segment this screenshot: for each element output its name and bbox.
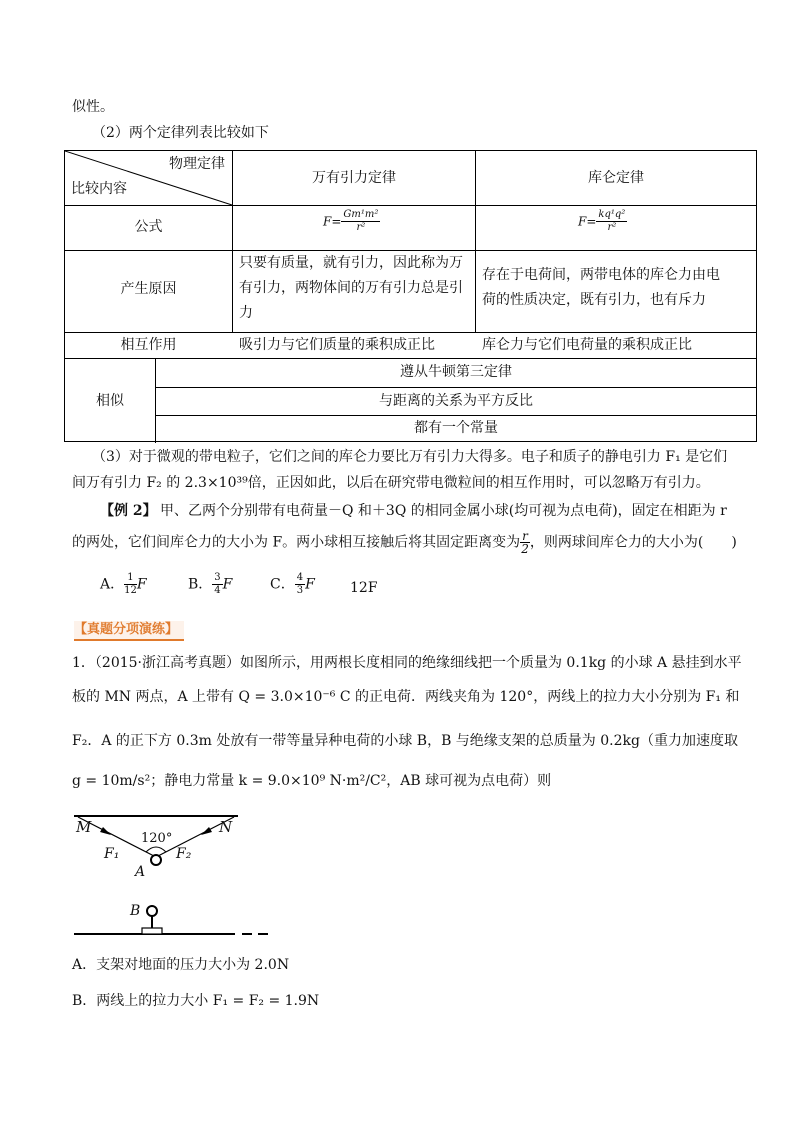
similar-item: 遵从牛顿第三定律 [400,364,512,380]
label-f1: F₁ [104,846,120,862]
point-3-line-2: 间万有引力 F₂ 的 2.3×10³⁹倍，正因如此，以后在研究带电微粒间的相互作用时，可以忽略万有引力。 [72,475,710,491]
option-b: B． $\frac{3}{4}$ F [188,572,233,596]
interaction-gravity: 吸引力与它们质量的乘积成正比 [239,337,435,353]
question-line-4: g = 10m/s²；静电力常量 k = 9.0×10⁹ N·m²/C²，AB 球可视为点电荷）则 [72,773,552,789]
ball-b [147,906,157,916]
section-title: 【真题分项演练】 [74,621,184,641]
point-3-line-1: （3）对于微观的带电粒子，它们之间的库仑力要比万有引力大得多。电子和质子的静电引力 F₁ 是它们 [92,449,728,465]
angle-arc [146,847,166,852]
question-line-1: 1．（2015·浙江高考真题）如图所示，用两根长度相同的绝缘细线把一个质量为 0.1kg 的小球 A 悬挂到水平 [72,655,742,671]
interaction-coulomb: 库仑力与它们电荷量的乘积成正比 [482,337,692,353]
col-coulomb: 库仑定律 [588,170,644,186]
row-interaction-label: 相互作用 [120,337,177,353]
example-line-1: 甲、乙两个分别带有电荷量－Q 和＋3Q 的相同金属小球(均可视为点电荷)，固定在相距为 r [160,503,727,519]
option-d: 12F [350,580,378,596]
label-angle: 120° [141,831,173,846]
arrow-f2 [201,827,212,835]
gravity-formula: F= $\frac{\text{Gm¹m²}}{\text{r²}}$ [323,209,379,233]
cause-coulomb: 存在于电荷间，两带电体的库仑力由电 荷的性质决定，既有引力，也有斥力 [482,267,720,308]
point-2-heading: （2）两个定律列表比较如下 [92,125,269,141]
similar-item: 都有一个常量 [414,420,498,436]
question-line-2: 板的 MN 两点，A 上带有 Q = 3.0×10⁻⁶ C 的正电荷．两线夹角为 120°，两线上的拉力大小分别为 F₁ 和 [72,689,740,705]
option-a: A． $\frac{1}{12}$ F [100,572,147,596]
cause-gravity: 只要有质量，就有引力，因此称为万 有引力，两物体间的万有引力总是引 力 [239,255,463,321]
label-b: B [130,903,141,919]
option-c: C． $\frac{4}{3}$ F [270,572,315,596]
row-cause-label: 产生原因 [120,281,177,297]
label-m: M [76,818,92,836]
similar-item: 与距离的关系为平方反比 [379,393,533,409]
answer-a: A．支架对地面的压力大小为 2.0N [72,957,290,973]
stand-base [142,928,162,934]
example-line-2: 的两处，它们间库仑力的大小为 F。两小球相互接触后将其固定距离变为 $\frac{r}{2}$ ，则两球间库仑力的大小为( ) [72,529,737,556]
header-physics-law: 物理定律 [169,156,225,172]
intro-tail: 似性。 [72,99,114,115]
label-a: A [135,864,146,880]
example-tag: 【例 2】 [100,503,157,519]
col-gravity: 万有引力定律 [312,170,396,186]
comparison-table [64,150,757,442]
answer-b: B．两线上的拉力大小 F₁ = F₂ = 1.9N [72,993,320,1009]
arrow-f1 [100,827,111,835]
row-similar-label: 相似 [96,393,124,409]
row-formula-label: 公式 [134,219,163,235]
header-compare-content: 比较内容 [71,181,127,197]
question-line-3: F₂．A 的正下方 0.3m 处放有一带等量异种电荷的小球 B，B 与绝缘支架的总质量为 0.2kg（重力加速度取 [72,733,738,749]
label-n: N [219,818,233,836]
ball-a [151,855,161,865]
coulomb-formula: F= $\frac{\text{kq¹q²}}{\text{r²}}$ [578,209,626,233]
label-f2: F₂ [176,846,192,862]
